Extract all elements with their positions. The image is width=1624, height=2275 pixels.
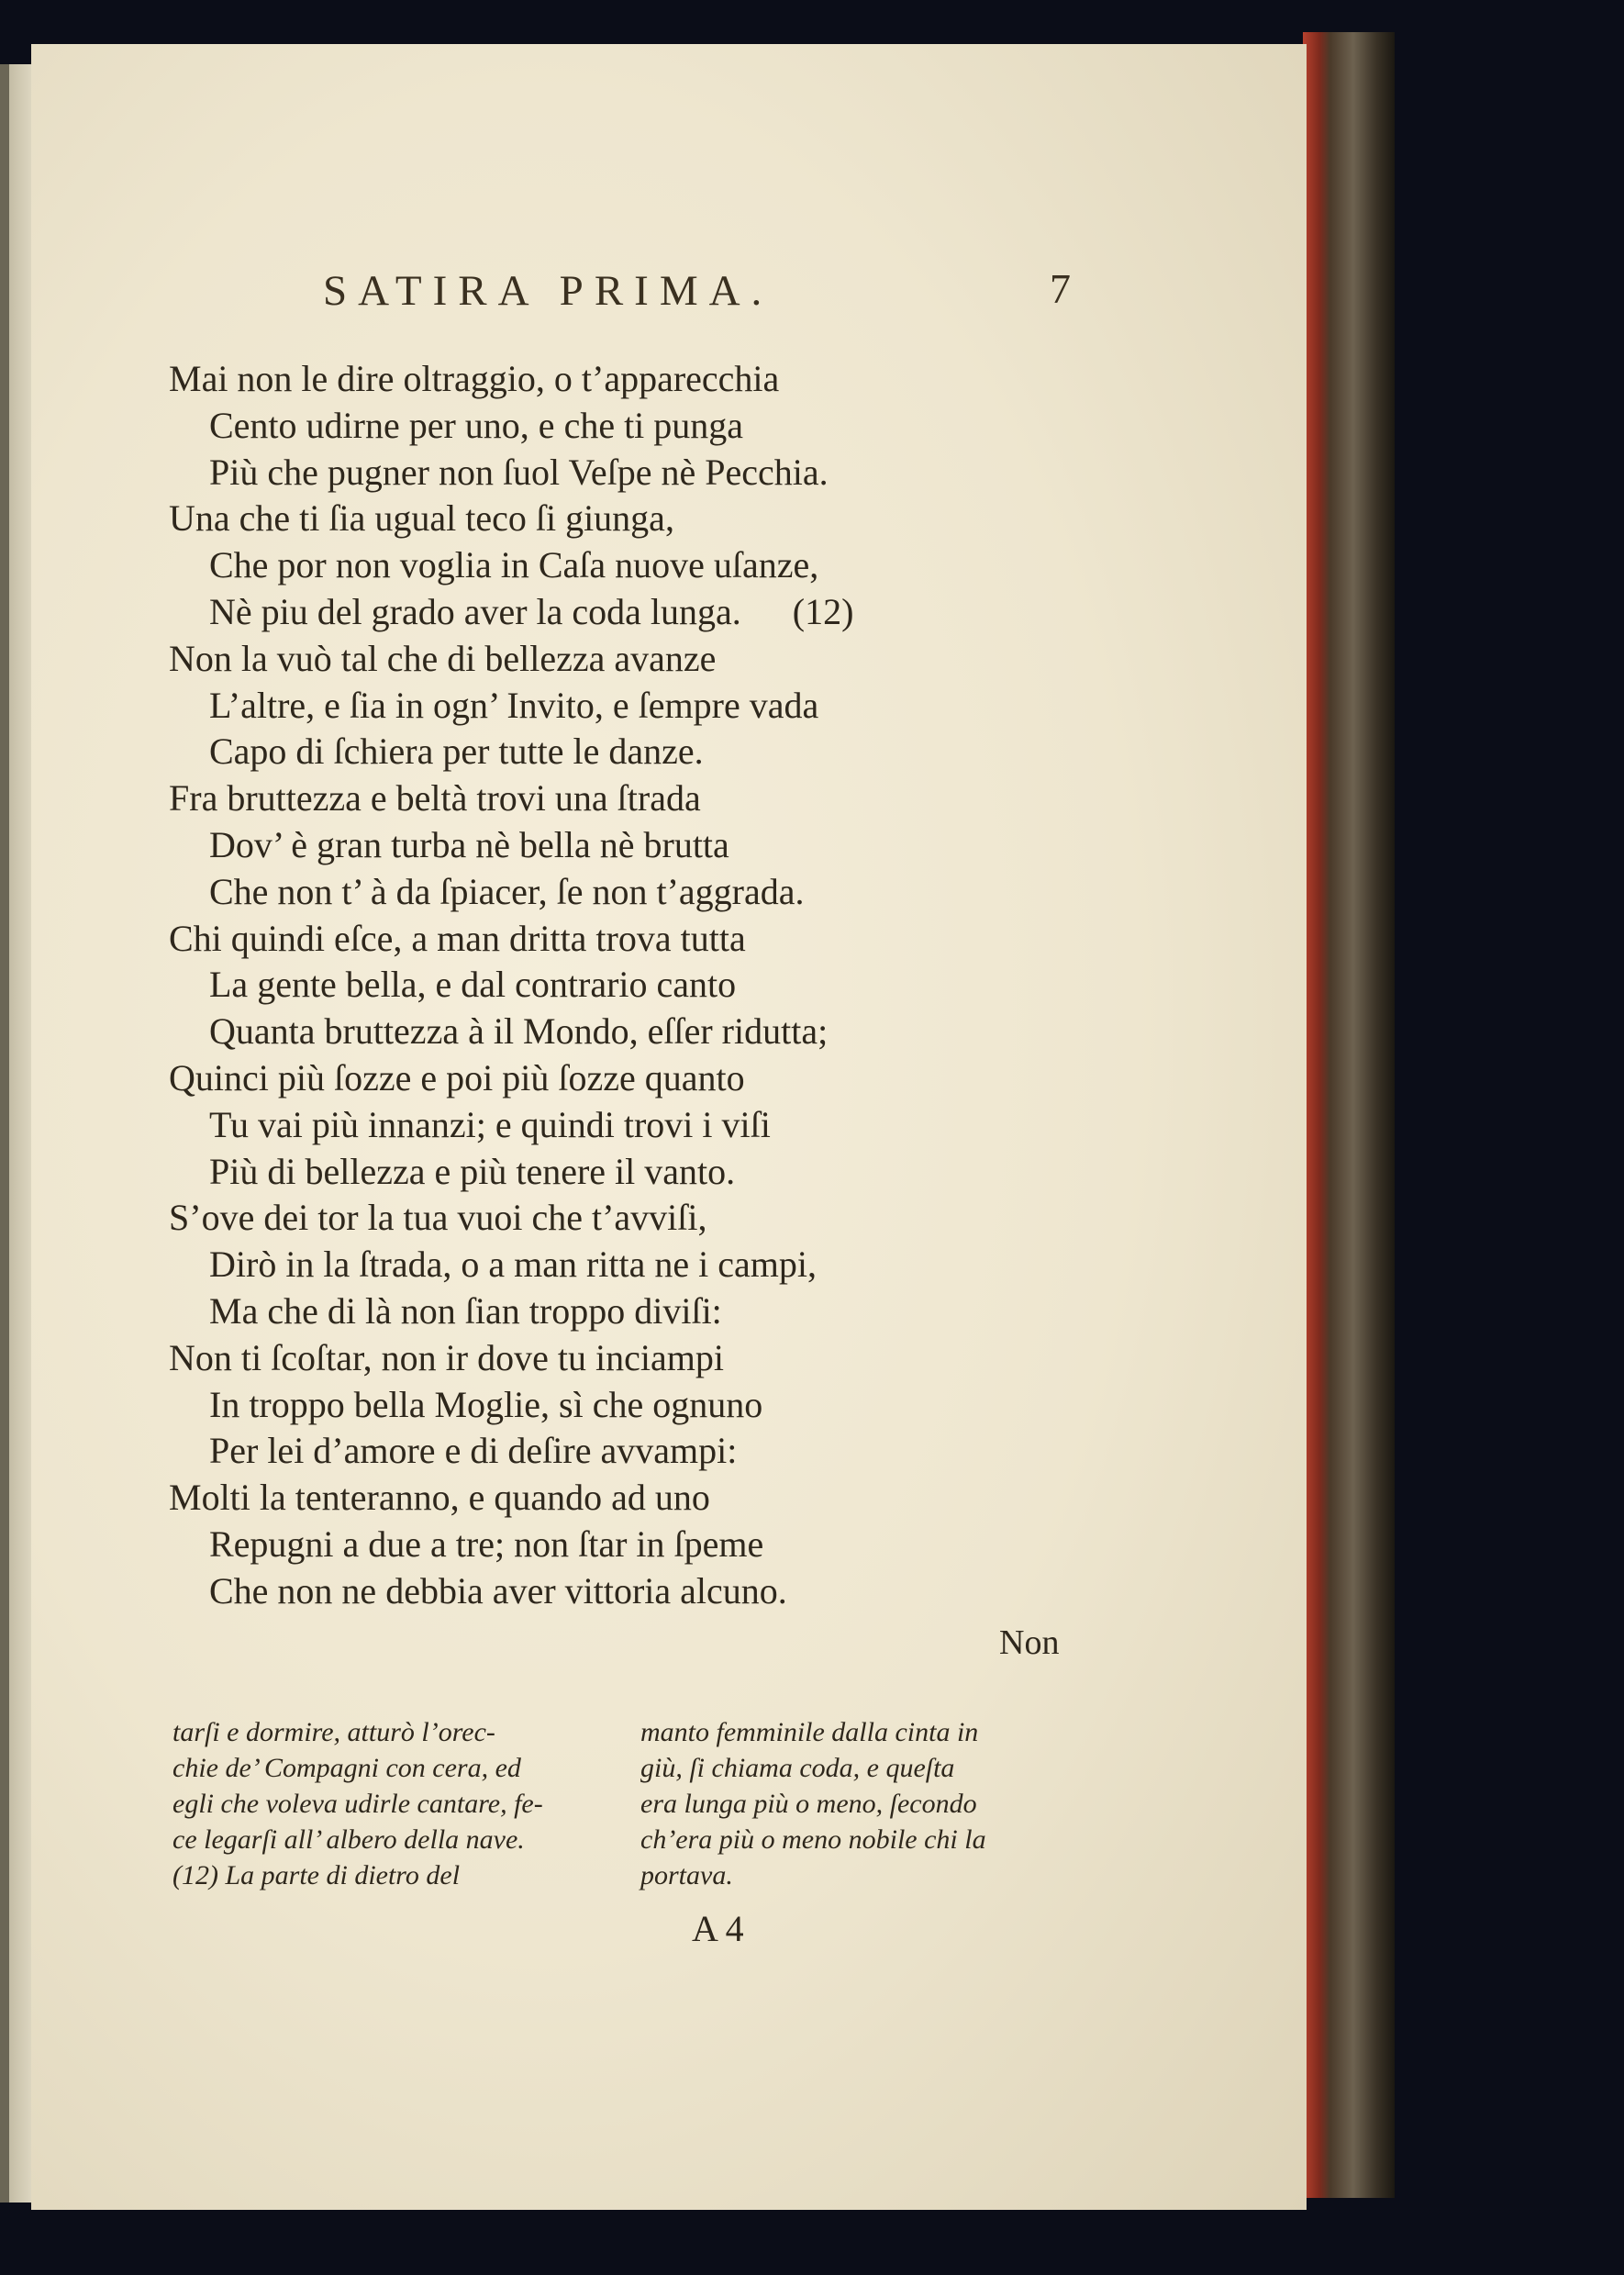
verse-line: [169, 1195, 1178, 1242]
left-page-shadow: [0, 64, 9, 2203]
verse-line: [169, 1055, 1178, 1102]
verse-text: La gente bella, e dal contrario canto: [209, 964, 737, 1006]
verse-line: [169, 962, 1178, 1009]
verse-text: Che por non voglia in Caſa nuove uſanze,: [209, 544, 819, 586]
verse-text: In troppo bella Moglie, sì che ognuno: [209, 1383, 763, 1425]
verse-line: [169, 450, 1178, 496]
verse-text: Quanta bruttezza à il Mondo, eſſer ridutta;: [209, 1010, 829, 1053]
verse-line: [169, 683, 1178, 730]
verse-line: [169, 1428, 1178, 1475]
verse-line: [169, 1102, 1178, 1149]
verse-text: Più di bellezza e più tenere il vanto.: [209, 1150, 736, 1192]
verse-line: [169, 869, 1178, 916]
footnote-line: era lunga più o meno, ſecondo: [640, 1789, 977, 1819]
footnote-line: egli che voleva udirle cantare, fe-: [172, 1789, 543, 1819]
verse-text: Non la vuò tal che di bellezza avanze: [169, 637, 717, 679]
verse-line: [169, 916, 1178, 963]
book-page: [31, 44, 1307, 2210]
verse-text: Mai non le dire oltraggio, o t’apparecchia: [169, 358, 780, 399]
verse-text: S’ove dei tor la tua vuoi che t’avviſi,: [169, 1197, 707, 1239]
verse-line: [169, 1382, 1178, 1429]
footnote-line: manto femminile dalla cinta in: [640, 1717, 979, 1747]
verse-text: Una che ti ſia ugual teco ſi giunga,: [169, 497, 674, 540]
verse-text: L’altre, e ſia in ogn’ Invito, e ſempre vada: [209, 684, 819, 726]
verse-text: Che non ne debbia aver vittoria alcuno.: [209, 1569, 787, 1611]
verse-line: [169, 356, 1178, 403]
verse-line: [169, 1475, 1178, 1522]
verse-block: [169, 356, 1178, 1615]
verse-line: [169, 775, 1178, 822]
verse-line: [169, 636, 1178, 683]
verse-text: Nè piu del grado aver la coda lunga.: [209, 590, 741, 632]
footnote-line: giù, ſi chiama coda, e queſta: [640, 1753, 955, 1783]
verse-text: Fra bruttezza e beltà trovi una ſtrada: [169, 777, 701, 820]
verse-text: Dirò in la ſtrada, o a man ritta ne i campi,: [209, 1243, 817, 1286]
footnote-line: tarſi e dormire, atturò l’orec-: [172, 1717, 495, 1747]
footnote-column-right: [640, 1714, 1099, 1893]
verse-line: [169, 1149, 1178, 1196]
verse-text: Cento udirne per uno, e che ti punga: [209, 404, 744, 446]
verse-text: Più che pugner non ſuol Veſpe nè Pecchia.: [209, 451, 829, 493]
verse-text: Tu vai più innanzi; e quindi trovi i viſi: [209, 1103, 771, 1145]
verse-line: [169, 542, 1178, 589]
footnote-line: ce legarſi all’ albero della nave.: [172, 1824, 525, 1855]
verse-line: [169, 1009, 1178, 1055]
verse-text: Capo di ſchiera per tutte le danze.: [209, 730, 704, 773]
verse-line: [169, 1288, 1178, 1335]
footnote-column-left: [172, 1714, 631, 1893]
verse-line: [169, 403, 1178, 450]
verse-text: Non ti ſcoſtar, non ir dove tu inciampi: [169, 1336, 724, 1378]
book-cover-edge: [1303, 32, 1395, 2198]
verse-line: [169, 1522, 1178, 1568]
verse-text: Quinci più ſozze e poi più ſozze quanto: [169, 1056, 745, 1098]
verse-line: [169, 496, 1178, 542]
verse-line: [169, 1335, 1178, 1382]
verse-line: [169, 589, 1178, 636]
verse-line: [169, 1568, 1178, 1615]
running-title: SATIRA PRIMA.: [323, 267, 773, 315]
verse-text: Chi quindi eſce, a man dritta trova tutta: [169, 917, 746, 959]
catchword: Non: [999, 1623, 1060, 1662]
verse-text: Per lei d’amore e di deſire avvampi:: [209, 1430, 738, 1472]
footnote-line: (12) La parte di dietro del: [172, 1860, 461, 1890]
verse-line: [169, 822, 1178, 869]
footnote-line: portava.: [640, 1860, 733, 1890]
verse-text: Dov’ è gran turba nè bella nè brutta: [209, 823, 729, 865]
footnote-line: ch’era più o meno nobile chi la: [640, 1824, 986, 1855]
signature-mark: A 4: [692, 1908, 744, 1949]
verse-text: Molti la tenteranno, e quando ad uno: [169, 1477, 710, 1519]
verse-text: Ma che di là non ſian troppo diviſi:: [209, 1289, 722, 1332]
verse-text: Che non t’ à da ſpiacer, ſe non t’aggrada.: [209, 870, 805, 912]
verse-line: [169, 1242, 1178, 1288]
verse-text: Repugni a due a tre; non ſtar in ſpeme: [209, 1522, 764, 1565]
footnote-line: chie de’ Compagni con cera, ed: [172, 1753, 521, 1783]
page-number: 7: [1050, 265, 1071, 312]
footnote-reference: (12): [792, 590, 854, 632]
verse-line: [169, 729, 1178, 775]
